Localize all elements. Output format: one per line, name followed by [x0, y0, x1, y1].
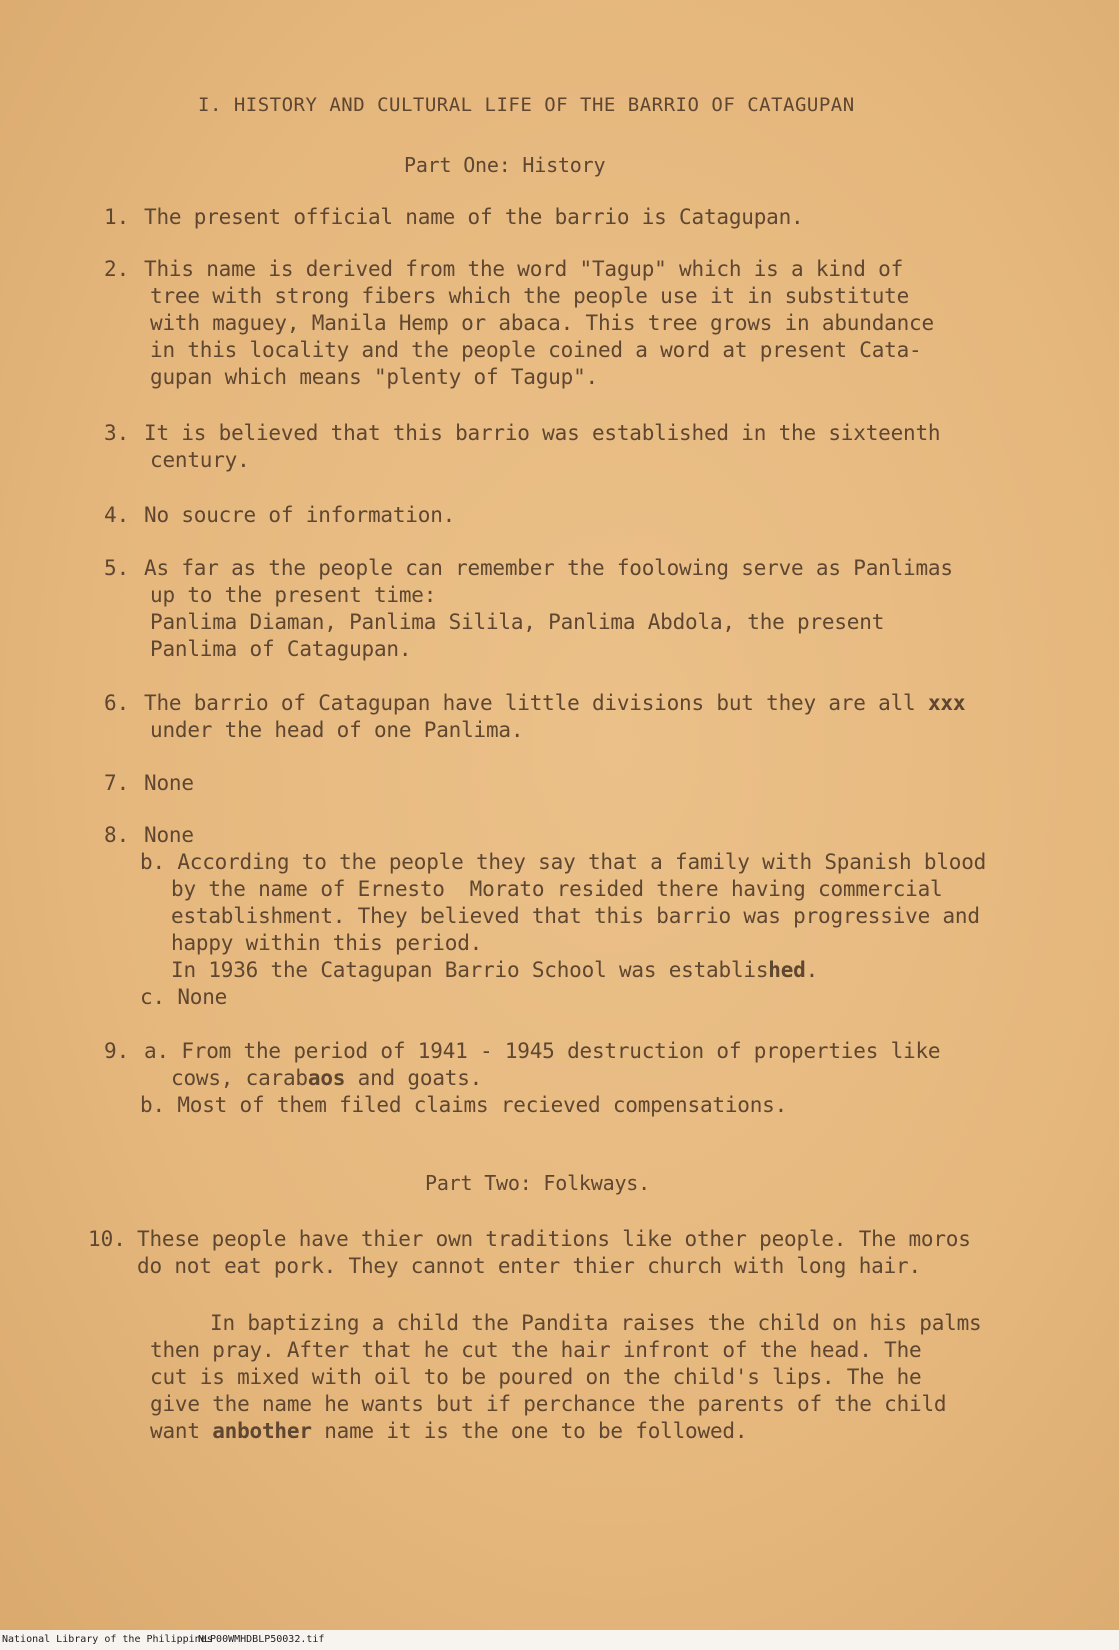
- item-text: a. From the period of 1941 - 1945 destruction of properties like: [144, 1039, 941, 1063]
- item-text-segment: aos: [307, 1066, 346, 1090]
- item-text: b. Most of them filed claims recieved compensations.: [140, 1093, 788, 1117]
- item-text: establishment. They believed that this barrio was progressive and: [171, 904, 980, 928]
- item-text: None: [144, 771, 194, 795]
- item-text-segment: cows, carab: [171, 1066, 308, 1090]
- item-text: give the name he wants but if perchance the parents of the child: [150, 1392, 947, 1416]
- item-text-segment: hed: [768, 958, 806, 982]
- item-text: tree with strong fibers which the people use it in substitute: [150, 284, 910, 308]
- struck-out-mark: xxx: [927, 691, 966, 715]
- footer-library: National Library of the Philippines: [2, 1634, 213, 1645]
- item-text-segment: want: [150, 1419, 213, 1443]
- item-text: by the name of Ernesto Morato resided there having commercial: [171, 877, 943, 901]
- part-two-heading: Part Two: Folkways.: [425, 1171, 650, 1195]
- item-number: 3.: [104, 421, 130, 445]
- item-text: This name is derived from the word "Tagup" which is a kind of: [144, 257, 904, 281]
- item-number: 1.: [104, 205, 130, 229]
- item-number: 10.: [88, 1227, 126, 1251]
- item-text: [144, 690, 965, 717]
- footer-filename: NLP00WMHDBLP50032.tif: [198, 1634, 325, 1645]
- item-text-segment: In 1936 the Catagupan Barrio School was establis: [171, 958, 769, 982]
- scan-footer: [0, 1630, 1119, 1650]
- part-one-heading: Part One: History: [404, 153, 606, 177]
- item-number: 6.: [104, 691, 130, 715]
- item-text: No soucre of information.: [144, 503, 456, 527]
- item-text: Panlima Diaman, Panlima Silila, Panlima Abdola, the present: [150, 610, 885, 634]
- item-text-segment: anbother: [212, 1419, 312, 1443]
- item-text: in this locality and the people coined a word at present Cata-: [150, 338, 922, 362]
- item-number: 7.: [104, 771, 130, 795]
- item-text: [150, 1418, 747, 1445]
- item-text: do not eat pork. They cannot enter thier church with long hair.: [137, 1254, 921, 1278]
- document-title: I. HISTORY AND CULTURAL LIFE OF THE BARRIO OF CATAGUPAN: [198, 94, 855, 116]
- item-text: It is believed that this barrio was established in the sixteenth: [144, 421, 941, 445]
- item-number: 2.: [104, 257, 130, 281]
- item-text: These people have thier own traditions like other people. The moros: [137, 1227, 971, 1251]
- item-number: 8.: [104, 823, 130, 847]
- item-text: b. According to the people they say that a family with Spanish blood: [140, 850, 987, 874]
- item-text: [171, 957, 818, 984]
- item-text-segment: .: [805, 958, 819, 982]
- item-text: cut is mixed with oil to be poured on the child's lips. The he: [150, 1365, 922, 1389]
- item-text: then pray. After that he cut the hair infront of the head. The: [150, 1338, 922, 1362]
- item-text: In baptizing a child the Pandita raises the child on his palms: [210, 1311, 982, 1335]
- item-number: 5.: [104, 556, 130, 580]
- item-text: As far as the people can remember the foolowing serve as Panlimas: [144, 556, 953, 580]
- item-text: century.: [150, 448, 250, 472]
- item-text: up to the present time:: [150, 583, 437, 607]
- item-text: happy within this period.: [171, 931, 483, 955]
- item-text-segment: name it is the one to be followed.: [311, 1419, 748, 1443]
- item-text-segment: The barrio of Catagupan have little divisions but they are all: [144, 691, 916, 715]
- item-text: Panlima of Catagupan.: [150, 637, 412, 661]
- item-text: under the head of one Panlima.: [150, 718, 524, 742]
- item-text-segment: and goats.: [345, 1066, 483, 1090]
- item-text: The present official name of the barrio is Catagupan.: [144, 205, 804, 229]
- item-text: c. None: [140, 985, 228, 1009]
- item-text: gupan which means "plenty of Tagup".: [150, 365, 598, 389]
- item-number: 9.: [104, 1039, 130, 1063]
- item-text: [171, 1065, 482, 1092]
- item-text: with maguey, Manila Hemp or abaca. This tree grows in abundance: [150, 311, 934, 335]
- item-text: None: [144, 823, 194, 847]
- item-number: 4.: [104, 503, 130, 527]
